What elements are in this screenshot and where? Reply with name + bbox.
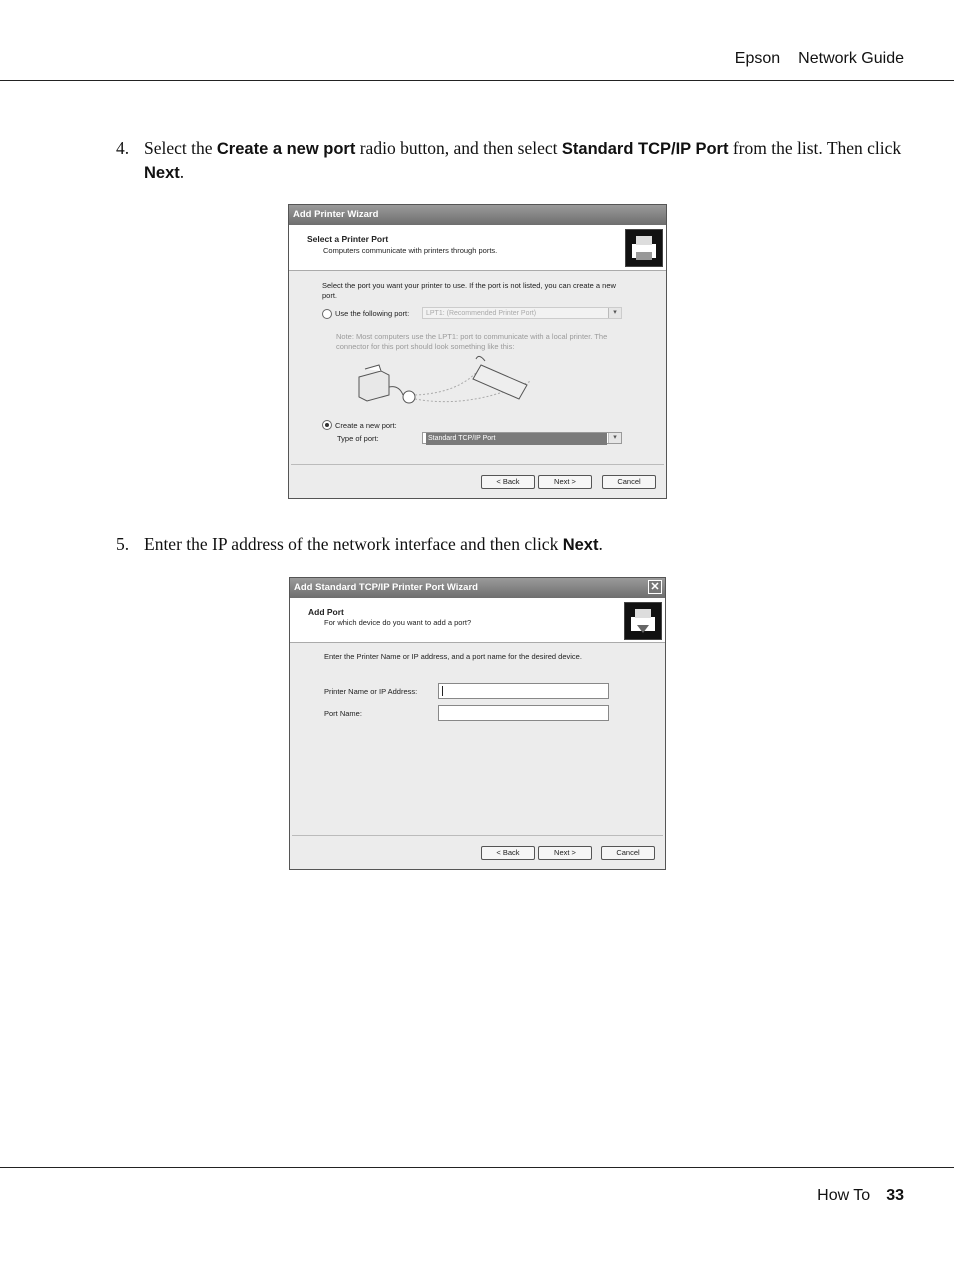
ip-address-input[interactable]: [438, 683, 609, 699]
port-name-input[interactable]: [438, 705, 609, 721]
header-guide-title: Network Guide: [798, 50, 904, 67]
page-header: [735, 50, 904, 68]
radio-use-following-port[interactable]: [322, 309, 332, 319]
dialog1-note: Note: Most computers use the LPT1: port to communicate with a local printer. The connector for this port should look something like this:: [336, 332, 608, 351]
radio-create-new-port[interactable]: [322, 420, 332, 430]
back-button[interactable]: < Back: [481, 475, 535, 489]
printer-wizard-icon: [625, 229, 663, 267]
header-rule: [0, 80, 954, 81]
text-caret: [442, 686, 443, 696]
radio-create-new-port-label: Create a new port:: [335, 421, 397, 430]
step-4-text-3: from the list. Then click: [728, 138, 902, 158]
step-4-bold-tcpip: Standard TCP/IP Port: [561, 140, 729, 158]
cancel-button[interactable]: Cancel: [602, 475, 656, 489]
step-4-number: 4.: [116, 138, 130, 158]
dialog1-heading: Select a Printer Port: [307, 234, 389, 244]
tcpip-port-wizard-dialog: [289, 577, 666, 870]
step-4-bold-create-port: Create a new port: [216, 140, 356, 158]
dialog2-title: Add Standard TCP/IP Printer Port Wizard: [294, 582, 478, 593]
back-button[interactable]: < Back: [481, 846, 535, 860]
printer-port-wizard-icon: [624, 602, 662, 640]
radio-use-following-port-label: Use the following port:: [335, 309, 410, 318]
page-number: 33: [886, 1187, 904, 1204]
step-5-number: 5.: [116, 534, 130, 554]
chevron-down-icon: ▾: [608, 433, 621, 443]
page-footer: [817, 1187, 904, 1205]
type-of-port-value: Standard TCP/IP Port: [426, 433, 607, 445]
port-select-value: LPT1: (Recommended Printer Port): [426, 310, 537, 317]
step-5: [116, 533, 906, 557]
dialog1-instruction: Select the port you want your printer to use. If the port is not listed, you can create a new port.: [322, 281, 616, 300]
dialog1-titlebar: [289, 205, 666, 225]
chevron-down-icon: ▾: [608, 308, 621, 318]
step-5-text-2: .: [598, 534, 603, 554]
step-5-bold-next: Next: [562, 536, 599, 554]
add-printer-wizard-dialog: [288, 204, 667, 499]
step-4-bold-next: Next: [144, 164, 180, 182]
parallel-port-connector-illustration: [351, 355, 536, 411]
footer-section: How To: [817, 1187, 871, 1204]
type-of-port-label: Type of port:: [337, 434, 379, 443]
dialog2-heading: Add Port: [308, 607, 344, 617]
port-select[interactable]: [422, 307, 622, 319]
type-of-port-select[interactable]: [422, 432, 622, 444]
next-button[interactable]: Next >: [538, 475, 592, 489]
dialog2-instruction: Enter the Printer Name or IP address, and a port name for the desired device.: [324, 652, 582, 661]
step-5-text: [144, 533, 906, 557]
step-4-text-4: .: [179, 162, 185, 182]
dialog1-title: Add Printer Wizard: [293, 209, 379, 220]
header-brand: Epson: [734, 50, 781, 67]
step-4-text: [144, 137, 906, 185]
dialog2-subheading: For which device do you want to add a port?: [324, 618, 472, 627]
dialog2-titlebar: [290, 578, 665, 598]
dialog2-button-separator: [292, 835, 663, 836]
dialog1-header-band: [289, 225, 666, 271]
ip-address-label: Printer Name or IP Address:: [324, 687, 418, 696]
footer-rule: [0, 1167, 954, 1168]
dialog1-button-separator: [291, 464, 664, 465]
next-button[interactable]: Next >: [538, 846, 592, 860]
cancel-button[interactable]: Cancel: [601, 846, 655, 860]
dialog1-subheading: Computers communicate with printers through ports.: [323, 246, 498, 255]
dialog2-header-band: [290, 598, 665, 643]
step-4: [116, 137, 906, 185]
close-icon[interactable]: ✕: [648, 580, 662, 594]
step-4-text-1: Select the: [144, 138, 217, 158]
port-name-label: Port Name:: [324, 709, 362, 718]
step-4-text-2: radio button, and then select: [355, 138, 562, 158]
step-5-text-1: Enter the IP address of the network interface and then click: [144, 534, 563, 554]
